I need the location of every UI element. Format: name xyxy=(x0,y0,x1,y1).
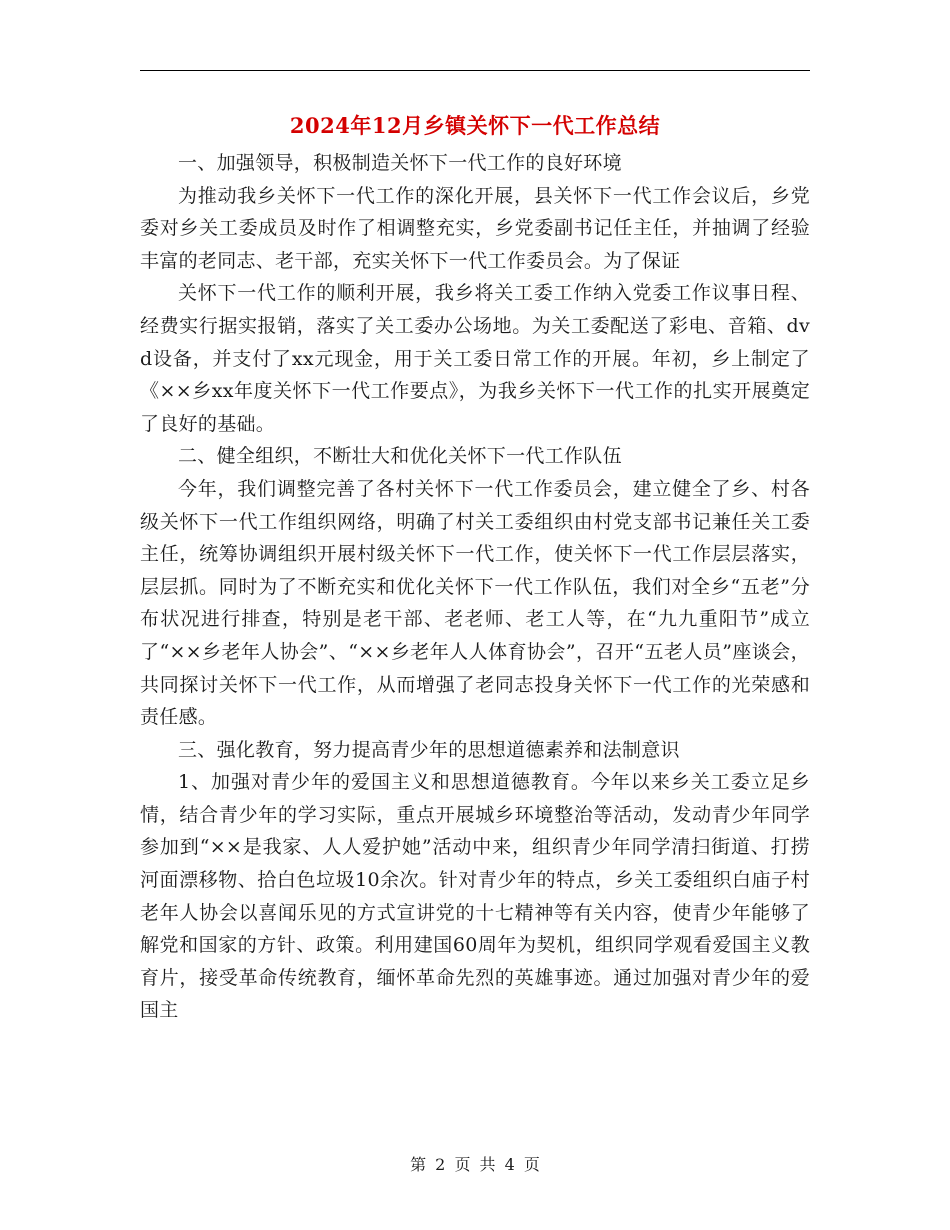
paragraph: 为推动我乡关怀下一代工作的深化开展，县关怀下一代工作会议后，乡党委对乡关工委成员及时作了相调整充实，乡党委副书记任主任，并抽调了经验丰富的老同志、老干部，充实关怀下一代工作委员会。为了保证 xyxy=(140,184,810,272)
page-number: 第 2 页 共 4 页 xyxy=(410,1155,540,1174)
paragraph: 关怀下一代工作的顺利开展，我乡将关工委工作纳入党委工作议事日程、经费实行据实报销，落实了关工委办公场地。为关工委配送了彩电、音箱、dvd设备，并支付了xx元现金，用于关工委日常工作的开展。年初，乡上制定了《××乡xx年度关怀下一代工作要点》，为我乡关怀下一代工作的扎实开展奠定了良好的基础。 xyxy=(140,282,810,435)
paragraph: 1、加强对青少年的爱国主义和思想道德教育。今年以来乡关工委立足乡情，结合青少年的学习实际，重点开展城乡环境整治等活动，发动青少年同学参加到“××是我家、人人爱护她”活动中来，组织青少年同学清扫街道、打捞河面漂移物、拾白色垃圾10余次。针对青少年的特点，乡关工委组织白庙子村老年人协会以喜闻乐见的方式宣讲党的十七精神等有关内容，使青少年能够了解党和国家的方针、政策。利用建国60周年为契机，组织同学观看爱国主义教育片，接受革命传统教育，缅怀革命先烈的英雄事迹。通过加强对青少年的爱国主 xyxy=(140,771,810,1022)
document-title: 2024年12月乡镇关怀下一代工作总结 xyxy=(289,113,661,138)
paragraph-section-1-heading: 一、加强领导，积极制造关怀下一代工作的良好环境 xyxy=(178,152,622,174)
document-body xyxy=(140,147,810,1027)
paragraph-section-3-heading: 三、强化教育，努力提高青少年的思想道德素养和法制意识 xyxy=(178,738,680,761)
paragraph-section-2-heading: 二、健全组织，不断壮大和优化关怀下一代工作队伍 xyxy=(178,445,622,468)
paragraph: 今年，我们调整完善了各村关怀下一代工作委员会，建立健全了乡、村各级关怀下一代工作组织网络，明确了村关工委组织由村党支部书记兼任关工委主任，统筹协调组织开展村级关怀下一代工作，使关怀下一代工作层层落实，层层抓。同时为了不断充实和优化关怀下一代工作队伍，我们对全乡“五老”分布状况进行排查，特别是老干部、老老师、老工人等，在“九九重阳节”成立了“××乡老年人协会”、“××乡老年人人体育协会”，召开“五老人员”座谈会，共同探讨关怀下一代工作，从而增强了老同志投身关怀下一代工作的光荣感和责任感。 xyxy=(140,477,810,729)
header-rule xyxy=(140,70,810,71)
